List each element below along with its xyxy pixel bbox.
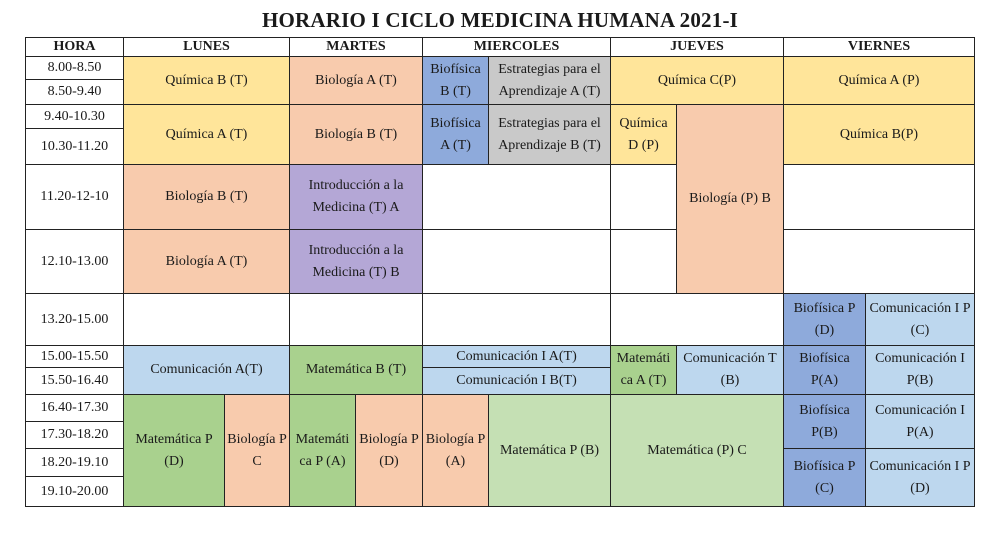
- class-cell: Introducción a la Medicina (T) A: [289, 164, 422, 229]
- class-cell: Comunicación T (B): [676, 345, 783, 394]
- empty-cell: [422, 164, 610, 229]
- header-hora: HORA: [25, 37, 123, 56]
- class-cell: Biofísica B (T): [422, 56, 488, 104]
- class-cell: Introducción a la Medicina (T) B: [289, 229, 422, 293]
- header-jueves: JUEVES: [610, 37, 783, 56]
- empty-cell: [422, 229, 610, 293]
- class-cell: Química C(P): [610, 56, 783, 104]
- hour-cell: 10.30-11.20: [25, 128, 123, 164]
- class-cell: Comunicación A(T): [123, 345, 289, 394]
- class-cell: Estrategias para el Aprendizaje B (T): [488, 104, 610, 164]
- hour-cell: 15.00-15.50: [25, 345, 123, 367]
- header-viernes: VIERNES: [783, 37, 974, 56]
- hour-cell: 9.40-10.30: [25, 104, 123, 128]
- class-cell: Comunicación I B(T): [422, 367, 610, 394]
- hour-cell: 17.30-18.20: [25, 421, 123, 448]
- class-cell: Estrategias para el Aprendizaje A (T): [488, 56, 610, 104]
- hour-cell: 19.10-20.00: [25, 476, 123, 506]
- header-lunes: LUNES: [123, 37, 289, 56]
- hour-cell: 11.20-12-10: [25, 164, 123, 229]
- empty-cell: [610, 229, 676, 293]
- class-cell: Matemática (P) C: [610, 394, 783, 506]
- empty-cell: [289, 293, 422, 345]
- hour-cell: 16.40-17.30: [25, 394, 123, 421]
- hour-cell: 13.20-15.00: [25, 293, 123, 345]
- class-cell: Biología A (T): [289, 56, 422, 104]
- class-cell: Comunicación I P (D): [865, 448, 974, 506]
- class-cell: Biología (P) B: [676, 104, 783, 293]
- class-cell: Biofísica A (T): [422, 104, 488, 164]
- header-miercoles: MIERCOLES: [422, 37, 610, 56]
- empty-cell: [422, 293, 610, 345]
- hour-cell: 12.10-13.00: [25, 229, 123, 293]
- class-cell: Comunicación I P(B): [865, 345, 974, 394]
- class-cell: Comunicación I A(T): [422, 345, 610, 367]
- class-cell: Matemáti ca A (T): [610, 345, 676, 394]
- empty-cell: [783, 229, 974, 293]
- hour-cell: 8.50-9.40: [25, 79, 123, 104]
- hour-cell: 15.50-16.40: [25, 367, 123, 394]
- class-cell: Matemática B (T): [289, 345, 422, 394]
- class-cell: Biología B (T): [123, 164, 289, 229]
- class-cell: Química B(P): [783, 104, 974, 164]
- class-cell: Biología P (D): [355, 394, 422, 506]
- class-cell: Matemática P (B): [488, 394, 610, 506]
- schedule-title: HORARIO I CICLO MEDICINA HUMANA 2021-I: [261, 8, 739, 32]
- class-cell: Comunicación I P (C): [865, 293, 974, 345]
- class-cell: Biofísica P (C): [783, 448, 865, 506]
- class-cell: Biología B (T): [289, 104, 422, 164]
- header-martes: MARTES: [289, 37, 422, 56]
- empty-cell: [610, 164, 676, 229]
- class-cell: Química D (P): [610, 104, 676, 164]
- class-cell: Biofísica P (D): [783, 293, 865, 345]
- empty-cell: [123, 293, 289, 345]
- class-cell: Matemáti ca P (A): [289, 394, 355, 506]
- class-cell: Biología A (T): [123, 229, 289, 293]
- hour-cell: 18.20-19.10: [25, 448, 123, 476]
- class-cell: Química A (T): [123, 104, 289, 164]
- empty-cell: [783, 164, 974, 229]
- class-cell: Química B (T): [123, 56, 289, 104]
- class-cell: Biología P (A): [422, 394, 488, 506]
- hour-cell: 8.00-8.50: [25, 56, 123, 79]
- schedule-table: [25, 37, 975, 507]
- class-cell: Química A (P): [783, 56, 974, 104]
- empty-cell: [610, 293, 783, 345]
- class-cell: Biología P C: [224, 394, 289, 506]
- class-cell: Biofísica P(A): [783, 345, 865, 394]
- class-cell: Matemática P (D): [123, 394, 224, 506]
- class-cell: Comunicación I P(A): [865, 394, 974, 448]
- class-cell: Biofísica P(B): [783, 394, 865, 448]
